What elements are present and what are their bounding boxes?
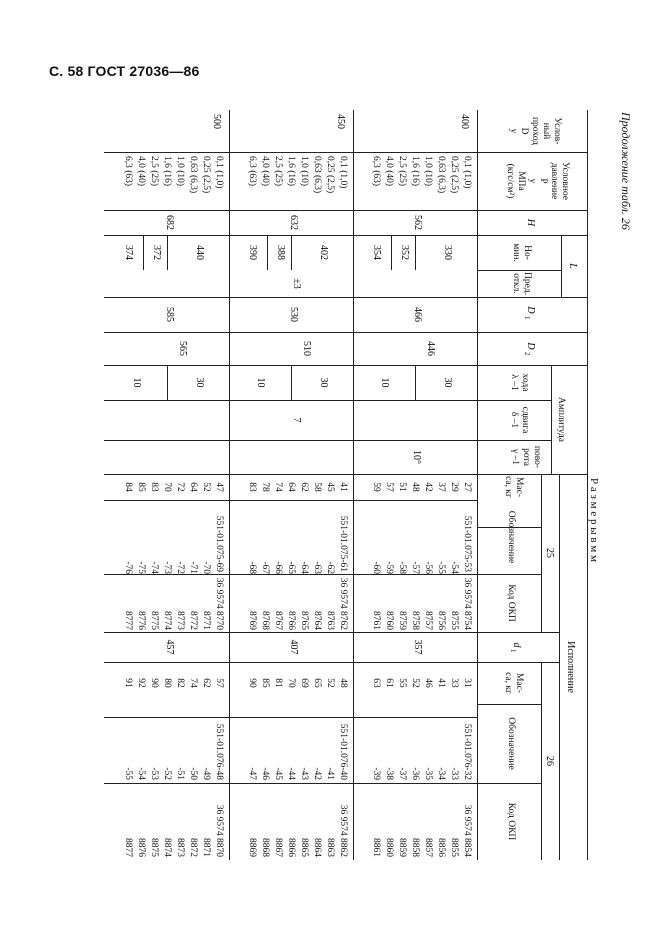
cell-mass25: 62 [299, 482, 309, 492]
rule-h [391, 235, 392, 270]
cell-oboz25: -72 [175, 561, 185, 574]
cell-L: 372 [151, 245, 162, 260]
cell-okp26: 8858 [410, 838, 420, 857]
cell-pressure: 1,0 (10) [299, 156, 309, 187]
cell-pressure: 0,63 (6,3) [188, 156, 198, 194]
cell-mass25: 52 [201, 482, 211, 492]
col-dy [507, 110, 562, 152]
continuation-note [619, 112, 639, 272]
col-povorot [509, 440, 542, 474]
cell-okp26: 8867 [273, 838, 283, 857]
cell-oboz25: -67 [260, 561, 270, 574]
cell-D1: 466 [412, 307, 423, 322]
rule-v [478, 297, 588, 298]
cell-oboz25: -63 [312, 561, 322, 574]
col-dy-line: ный [541, 122, 551, 140]
cell-pressure: 0,25 (2,5) [325, 156, 335, 194]
col-pressure [504, 152, 570, 210]
col-povorot-line: рота [521, 448, 531, 466]
cell-okp26: 8871 [201, 838, 211, 857]
cell-mass25: 74 [273, 482, 283, 492]
cell-mass26: 31 [462, 678, 472, 688]
cell-pressure: 1,0 (10) [423, 156, 433, 187]
cell-oboz26: -44 [286, 767, 296, 780]
cell-oboz26: -50 [188, 767, 198, 780]
cell-oboz26: -53 [149, 767, 159, 780]
col-povorot-line: пово- [532, 445, 542, 469]
cell-okp25: 8772 [188, 611, 198, 630]
cell-pressure: 6,3 (63) [371, 156, 381, 187]
cell-D2: 510 [301, 341, 312, 356]
cell-dy: 450 [335, 114, 346, 129]
cell-mass26: 69 [299, 678, 309, 688]
col-mass25-line: са, кг [503, 476, 513, 498]
rule-h [477, 110, 478, 860]
cell-oboz26: -38 [384, 767, 394, 780]
cell-okp25: 8766 [286, 611, 296, 630]
cell-okp26: 8875 [149, 838, 159, 857]
cell-pressure: 4,0 (40) [260, 156, 270, 187]
cell-okp26: 36 9574 8870 [214, 804, 224, 857]
cell-okp25: 8765 [299, 611, 309, 630]
cell-mass25: 58 [312, 482, 322, 492]
cell-oboz26: -39 [371, 767, 381, 780]
col-dy-line: D [519, 127, 529, 135]
rule-v [478, 632, 560, 633]
rule-v [104, 500, 478, 501]
col-H: H [525, 218, 536, 227]
cell-d1: 457 [164, 639, 175, 655]
cell-pressure: 1,6 (16) [286, 156, 296, 187]
cell-oboz26: -37 [397, 767, 407, 780]
cell-okp25: 36 9574 8762 [338, 577, 348, 630]
rule-h [267, 235, 268, 270]
cell-mass25: 84 [123, 482, 133, 492]
col-L-dev-line: Пред. [522, 272, 532, 295]
cell-oboz26: -43 [299, 767, 309, 780]
cell-okp25: 8774 [162, 611, 172, 630]
cell-mass26: 81 [273, 678, 283, 688]
rule-h [541, 662, 542, 860]
cell-okp25: 8771 [201, 611, 211, 630]
cell-mass25: 51 [397, 482, 407, 492]
col-amplitude: Амплитуда [556, 396, 566, 442]
col-L-dev-line: откл. [511, 273, 521, 294]
cell-oboz26: -51 [175, 767, 185, 780]
cell-okp25: 36 9574 8770 [214, 577, 224, 630]
cell-okp26: 8863 [325, 838, 335, 857]
cell-okp25: 8756 [436, 611, 446, 630]
cell-mass25: 57 [384, 482, 394, 492]
col-hod-line: λ –1 [509, 374, 519, 391]
cell-oboz26: -52 [162, 767, 172, 780]
cell-mass26: 85 [260, 678, 270, 688]
cell-mass25: 64 [286, 482, 296, 492]
col-pressure-line: МПа [516, 171, 526, 191]
cell-oboz25: -64 [299, 561, 309, 574]
cell-oboz25: 551-01.075-53 [462, 515, 472, 572]
col-mass26-line: Мас- [514, 672, 524, 694]
cell-H: 682 [164, 215, 175, 230]
cell-mass25: 41 [338, 482, 348, 492]
cell-mass26: 61 [384, 678, 394, 688]
cell-pressure: 0,25 (2,5) [201, 156, 211, 194]
cell-pressure: 4,0 (40) [136, 156, 146, 187]
cell-okp26: 8866 [286, 838, 296, 857]
rule-v [104, 152, 478, 153]
col-L-nom-line: Но- [522, 245, 532, 260]
cell-mass25: 72 [175, 482, 185, 492]
cell-mass26: 55 [397, 678, 407, 688]
col-okp26: Код ОКП [506, 802, 516, 841]
rule-v [478, 365, 588, 366]
cell-okp26: 8869 [247, 838, 257, 857]
cell-oboz25: 551-01.075-69 [214, 515, 224, 572]
rule-h [415, 365, 416, 400]
cell-mass26: 70 [286, 678, 296, 688]
cell-d1: 357 [412, 639, 423, 655]
cell-pressure: 0,1 (1,0) [462, 156, 472, 189]
cell-pressure: 1,6 (16) [410, 156, 420, 187]
col-povorot-line: γ –1 [510, 448, 520, 466]
rule-h [143, 235, 144, 270]
cell-oboz26: -33 [449, 767, 459, 780]
cell-hod: 10 [255, 377, 266, 388]
col-L-nom-line: мин. [511, 243, 521, 262]
cell-pressure: 1,6 (16) [162, 156, 172, 187]
cell-L: 402 [318, 245, 329, 260]
cell-d1: 407 [288, 639, 299, 655]
cell-oboz26: -45 [273, 767, 283, 780]
cell-oboz26: 551-01.076-40 [338, 723, 348, 780]
cell-mass26: 46 [423, 678, 433, 688]
cell-okp26: 8872 [188, 838, 198, 857]
cell-L: 330 [442, 245, 453, 260]
cell-okp26: 8877 [123, 838, 133, 857]
cell-okp26: 8876 [136, 838, 146, 857]
cell-mass25: 83 [247, 482, 257, 492]
cell-pressure: 2,5 (25) [273, 156, 283, 187]
cell-mass26: 52 [410, 678, 420, 688]
cell-mass26: 74 [188, 678, 198, 688]
cell-sdvig: 7 [291, 417, 302, 423]
cell-oboz25: -56 [423, 561, 433, 574]
cell-mass26: 65 [312, 678, 322, 688]
cell-L: 390 [247, 245, 258, 260]
cell-mass26: 57 [214, 678, 224, 688]
cell-oboz26: -55 [123, 767, 133, 780]
col-hod-line: хода [520, 373, 530, 392]
col-dy-line: Услов- [552, 117, 562, 145]
cell-mass26: 92 [136, 678, 146, 688]
cell-oboz26: -42 [312, 767, 322, 780]
table-title: Р а з м е р ы в м м [588, 478, 600, 562]
col-sdvig-line: δ –1 [509, 411, 519, 429]
cell-oboz25: -55 [436, 561, 446, 574]
cell-okp25: 8775 [149, 611, 159, 630]
cell-hod: 10 [379, 377, 390, 388]
col-d1: d [511, 642, 522, 648]
rule-h [561, 235, 562, 297]
cell-oboz26: -35 [423, 767, 433, 780]
col-pressure-line: у [527, 178, 537, 184]
rule-v [478, 332, 588, 333]
cell-mass26: 52 [325, 678, 335, 688]
cell-D1: 530 [288, 307, 299, 322]
cell-okp25: 8759 [397, 611, 407, 630]
cell-mass25: 37 [436, 482, 446, 492]
cell-hod: 30 [194, 377, 205, 388]
cell-dy: 500 [211, 114, 222, 129]
col-mass26 [502, 662, 524, 704]
cell-hod: 30 [318, 377, 329, 388]
cell-oboz26: -36 [410, 767, 420, 780]
cell-okp26: 8859 [397, 838, 407, 857]
cell-mass26: 90 [247, 678, 257, 688]
cell-mass25: 59 [371, 482, 381, 492]
cell-pressure: 0,1 (1,0) [214, 156, 224, 189]
cell-mass25: 27 [462, 482, 472, 492]
col-pressure-line: давление [549, 162, 559, 200]
cell-okp25: 8760 [384, 611, 394, 630]
cell-D1: 585 [164, 307, 175, 322]
col-L-nom [510, 235, 532, 270]
cell-mass26: 80 [162, 678, 172, 688]
col-pressure-line: P [538, 178, 548, 184]
cell-povorot: 10° [411, 450, 422, 464]
cell-okp25: 8773 [175, 611, 185, 630]
cell-oboz25: -73 [162, 561, 172, 574]
cell-okp26: 8860 [384, 838, 394, 857]
cell-okp25: 8761 [371, 611, 381, 630]
cell-oboz25: -76 [123, 561, 133, 574]
page-header: С. 58 ГОСТ 27036—86 [49, 63, 200, 79]
cell-oboz25: -70 [201, 561, 211, 574]
cell-dy: 400 [459, 114, 470, 129]
col-hod [508, 365, 530, 400]
col-mass26-line: са, кг [503, 672, 513, 694]
cell-okp26: 36 9574 8854 [462, 804, 472, 857]
cell-L-dev: ±3 [291, 278, 302, 289]
col-pressure-line: Условное [560, 162, 570, 200]
cell-pressure: 1,0 (10) [175, 156, 185, 187]
cell-mass25: 83 [149, 482, 159, 492]
cell-D2: 446 [425, 341, 436, 356]
cell-okp25: 8764 [312, 611, 322, 630]
cell-mass26: 91 [123, 678, 133, 688]
rule-h [229, 110, 230, 860]
cell-mass25: 29 [449, 482, 459, 492]
rotated-table-area [92, 100, 602, 936]
rule-h [167, 365, 168, 400]
cell-okp25: 8769 [247, 611, 257, 630]
cell-L: 352 [399, 245, 410, 260]
cell-pressure: 4,0 (40) [384, 156, 394, 187]
cell-pressure: 6,3 (63) [247, 156, 257, 187]
col-oboz25: Обозначение [506, 510, 516, 564]
cell-pressure: 0,63 (6,3) [436, 156, 446, 194]
cell-pressure: 0,25 (2,5) [449, 156, 459, 194]
cell-pressure: 2,5 (25) [149, 156, 159, 187]
cell-D2: 565 [177, 341, 188, 356]
cell-okp26: 8873 [175, 838, 185, 857]
col-pressure-line: (кгс/см²) [505, 163, 515, 199]
col-v26: 26 [544, 756, 555, 766]
cell-mass25: 85 [136, 482, 146, 492]
cell-hod: 10 [131, 377, 142, 388]
cell-pressure: 2,5 (25) [397, 156, 407, 187]
cell-oboz25: 551-01.075-61 [338, 515, 348, 572]
cell-okp25: 8758 [410, 611, 420, 630]
rule-h [167, 235, 168, 270]
cell-oboz26: 551-01.076-32 [462, 723, 472, 780]
rule-h [551, 365, 552, 474]
cell-oboz25: -59 [384, 561, 394, 574]
cell-okp25: 8757 [423, 611, 433, 630]
cell-L: 354 [371, 245, 382, 260]
rule-v [104, 332, 478, 333]
col-sdvig-line: сдвига [520, 406, 530, 434]
cell-pressure: 6,3 (63) [123, 156, 133, 187]
cell-oboz26: 551-01.076-48 [214, 723, 224, 780]
col-dy-line: у [508, 128, 518, 134]
col-v25: 25 [544, 548, 555, 558]
cell-okp25: 8767 [273, 611, 283, 630]
cell-H: 632 [288, 215, 299, 230]
cell-oboz26: -49 [201, 767, 211, 780]
cell-mass25: 45 [325, 482, 335, 492]
cell-mass26: 62 [201, 678, 211, 688]
cell-mass26: 63 [371, 678, 381, 688]
cell-mass25: 70 [162, 482, 172, 492]
cell-mass26: 33 [449, 678, 459, 688]
rule-h [353, 110, 354, 860]
col-D1: D [525, 306, 536, 314]
cell-okp26: 8857 [423, 838, 433, 857]
cell-hod: 30 [442, 377, 453, 388]
cell-L: 440 [194, 245, 205, 260]
cell-oboz26: -34 [436, 767, 446, 780]
col-execution: Исполнение [565, 641, 576, 693]
cell-mass25: 47 [214, 482, 224, 492]
cell-oboz26: -41 [325, 767, 335, 780]
cell-oboz26: -46 [260, 767, 270, 780]
col-okp25: Код ОКП [506, 584, 516, 622]
cell-mass25: 64 [188, 482, 198, 492]
cell-mass25: 42 [423, 482, 433, 492]
col-D1-sub: 1 [523, 316, 531, 320]
cell-okp26: 8874 [162, 838, 172, 857]
cell-H: 562 [412, 215, 423, 230]
cell-okp26: 8865 [299, 838, 309, 857]
cell-okp26: 8868 [260, 838, 270, 857]
cell-oboz25: -62 [325, 561, 335, 574]
cell-oboz25: -71 [188, 561, 198, 574]
cell-oboz25: -54 [449, 561, 459, 574]
rule-h [559, 474, 560, 860]
cell-oboz26: -47 [247, 767, 257, 780]
cell-oboz25: -58 [397, 561, 407, 574]
cell-pressure: 0,1 (1,0) [338, 156, 348, 189]
rule-h [541, 474, 542, 632]
cell-okp26: 8864 [312, 838, 322, 857]
continuation-label: Продолжение табл. 26 [619, 112, 633, 230]
rule-h [291, 235, 292, 270]
cell-okp26: 36 9574 8862 [338, 804, 348, 857]
cell-okp25: 8763 [325, 611, 335, 630]
cell-mass26: 90 [149, 678, 159, 688]
cell-oboz25: -68 [247, 561, 257, 574]
col-D2: D [525, 342, 536, 350]
col-sdvig [508, 400, 530, 440]
cell-L: 374 [123, 245, 134, 260]
cell-okp25: 8755 [449, 611, 459, 630]
cell-oboz25: -75 [136, 561, 146, 574]
cell-oboz25: -60 [371, 561, 381, 574]
rule-h [587, 110, 588, 860]
rule-h [291, 365, 292, 400]
cell-oboz25: -74 [149, 561, 159, 574]
cell-okp25: 8776 [136, 611, 146, 630]
cell-oboz26: -54 [136, 767, 146, 780]
cell-okp26: 8861 [371, 838, 381, 857]
cell-pressure: 0,63 (6,3) [312, 156, 322, 194]
cell-okp25: 8768 [260, 611, 270, 630]
data-table [92, 100, 602, 936]
cell-mass26: 48 [338, 678, 348, 688]
col-mass25 [502, 474, 524, 500]
col-dy-line: проход [530, 116, 540, 146]
cell-okp25: 8777 [123, 611, 133, 630]
col-L: L [567, 263, 578, 269]
rule-h [415, 235, 416, 270]
cell-mass26: 82 [175, 678, 185, 688]
col-L-dev [510, 270, 532, 297]
cell-okp26: 8856 [436, 838, 446, 857]
cell-oboz25: -57 [410, 561, 420, 574]
col-oboz26: Обозначение [506, 717, 516, 770]
cell-okp26: 8855 [449, 838, 459, 857]
cell-okp25: 36 9574 8754 [462, 577, 472, 630]
col-d1-sub: 1 [509, 649, 517, 653]
cell-mass25: 78 [260, 482, 270, 492]
cell-oboz25: -66 [273, 561, 283, 574]
cell-L: 388 [275, 245, 286, 260]
cell-mass25: 48 [410, 482, 420, 492]
col-mass25-line: Мас- [514, 476, 524, 498]
col-D2-sub: 2 [523, 352, 531, 356]
cell-mass26: 41 [436, 678, 446, 688]
cell-oboz25: -65 [286, 561, 296, 574]
